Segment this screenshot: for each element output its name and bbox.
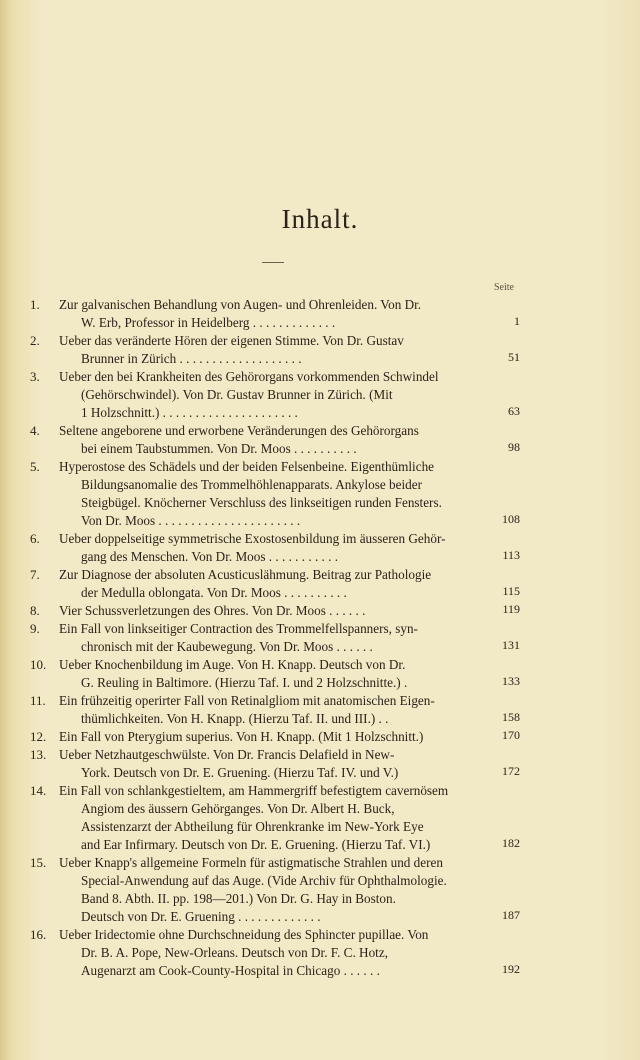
- toc-entry: [30, 530, 520, 566]
- seite-label: Seite: [494, 282, 514, 293]
- toc-entry: [30, 692, 520, 728]
- entry-line: Ueber das veränderte Hören der eigenen Stimme. Von Dr. Gustav: [59, 333, 404, 348]
- entry-number: 5.: [30, 459, 40, 474]
- entry-line: der Medulla oblongata. Von Dr. Moos . . . . . . . . . .: [81, 585, 347, 600]
- entry-line: gang des Menschen. Von Dr. Moos . . . . . . . . . . .: [81, 549, 339, 564]
- entry-line: Seltene angeborene und erworbene Veränderungen des Gehörorgans: [59, 423, 419, 438]
- entry-number: 14.: [30, 783, 47, 798]
- toc-entry: [30, 296, 520, 332]
- entry-text: [59, 854, 520, 926]
- entry-line: chronisch mit der Kaubewegung. Von Dr. Moos . . . . . .: [81, 639, 373, 654]
- entry-text: [59, 782, 520, 854]
- entry-number: 9.: [30, 621, 40, 636]
- toc-entry: [30, 368, 520, 422]
- entry-text: [59, 692, 520, 728]
- toc-entry: [30, 656, 520, 692]
- entry-number: 4.: [30, 423, 40, 438]
- entry-line: thümlichkeiten. Von H. Knapp. (Hierzu Taf. II. und III.) . .: [81, 711, 389, 726]
- entry-line: Augenarzt am Cook-County-Hospital in Chicago . . . . . .: [81, 963, 380, 978]
- entry-line: Ein Fall von Pterygium superius. Von H. Knapp. (Mit 1 Holzschnitt.): [59, 729, 424, 744]
- entry-number: 2.: [30, 333, 40, 348]
- entry-line: York. Deutsch von Dr. E. Gruening. (Hierzu Taf. IV. und V.): [81, 765, 399, 780]
- page-title: Inhalt.: [281, 204, 359, 234]
- entry-line: and Ear Infirmary. Deutsch von Dr. E. Gruening. (Hierzu Taf. VI.): [81, 837, 431, 852]
- entry-line: Ein Fall von linkseitiger Contraction des Trommelfellspanners, syn-: [59, 621, 418, 636]
- toc-entry: [30, 728, 520, 746]
- toc-entry: [30, 746, 520, 782]
- entry-text: [59, 656, 520, 692]
- entry-page-number: 158: [502, 710, 520, 724]
- entry-line: Steigbügel. Knöcherner Verschluss des linkseitigen runden Fensters.: [81, 495, 442, 510]
- entry-page-number: 113: [502, 548, 520, 562]
- entry-text: [59, 422, 520, 458]
- entry-page-number: 131: [502, 638, 520, 652]
- entry-line: Brunner in Zürich . . . . . . . . . . . . . . . . . . .: [81, 351, 302, 366]
- entry-page-number: 1: [514, 314, 520, 328]
- entry-number: 3.: [30, 369, 40, 384]
- entry-page-number: 108: [502, 512, 520, 526]
- toc-entry: [30, 458, 520, 530]
- entry-line: Zur galvanischen Behandlung von Augen- und Ohrenleiden. Von Dr.: [59, 297, 422, 312]
- title-rule: [262, 262, 284, 263]
- entry-number: 6.: [30, 531, 40, 546]
- entry-text: [59, 602, 520, 620]
- entry-page-number: 192: [502, 962, 520, 976]
- entry-number: 15.: [30, 855, 47, 870]
- entry-line: Angiom des äussern Gehörganges. Von Dr. Albert H. Buck,: [81, 801, 395, 816]
- entry-line: Von Dr. Moos . . . . . . . . . . . . . . . . . . . . . .: [81, 513, 301, 528]
- entry-line: Deutsch von Dr. E. Gruening . . . . . . . . . . . . .: [81, 909, 321, 924]
- entry-page-number: 115: [502, 584, 520, 598]
- entry-text: [59, 620, 520, 656]
- entry-number: 8.: [30, 603, 40, 618]
- toc-entry: [30, 926, 520, 980]
- entry-line: Band 8. Abth. II. pp. 198—201.) Von Dr. G. Hay in Boston.: [81, 891, 396, 906]
- entry-page-number: 51: [508, 350, 520, 364]
- entry-text: [59, 926, 520, 980]
- entry-page-number: 119: [502, 602, 520, 616]
- entry-line: Ueber doppelseitige symmetrische Exostosenbildung im äusseren Gehör-: [59, 531, 446, 546]
- toc-entry: [30, 422, 520, 458]
- toc-entry: [30, 566, 520, 602]
- entry-page-number: 98: [508, 440, 520, 454]
- entry-text: [59, 746, 520, 782]
- entry-line: Dr. B. A. Pope, New-Orleans. Deutsch von Dr. F. C. Hotz,: [81, 945, 388, 960]
- entry-text: [59, 728, 520, 746]
- entry-line: W. Erb, Professor in Heidelberg . . . . . . . . . . . . .: [81, 315, 336, 330]
- entry-number: 1.: [30, 297, 40, 312]
- entry-line: Ueber den bei Krankheiten des Gehörorgans vorkommenden Schwindel: [59, 369, 439, 384]
- entry-page-number: 182: [502, 836, 520, 850]
- entry-line: Assistenzarzt der Abtheilung für Ohrenkranke im New-York Eye: [81, 819, 424, 834]
- entry-line: Ein frühzeitig operirter Fall von Retinalgliom mit anatomischen Eigen-: [59, 693, 435, 708]
- entry-number: 11.: [30, 693, 46, 708]
- table-of-contents: [30, 296, 520, 980]
- entry-line: Ueber Netzhautgeschwülste. Von Dr. Francis Delafield in New-: [59, 747, 395, 762]
- entry-number: 16.: [30, 927, 47, 942]
- entry-line: Special-Anwendung auf das Auge. (Vide Archiv für Ophthalmologie.: [81, 873, 447, 888]
- entry-page-number: 187: [502, 908, 520, 922]
- entry-line: Vier Schussverletzungen des Ohres. Von Dr. Moos . . . . . .: [59, 603, 366, 618]
- entry-number: 12.: [30, 729, 47, 744]
- entry-page-number: 170: [502, 728, 520, 742]
- entry-line: Ueber Iridectomie ohne Durchschneidung des Sphincter pupillae. Von: [59, 927, 429, 942]
- entry-text: [59, 458, 520, 530]
- toc-entry: [30, 782, 520, 854]
- toc-entry: [30, 602, 520, 620]
- entry-text: [59, 530, 520, 566]
- entry-page-number: 172: [502, 764, 520, 778]
- entry-number: 10.: [30, 657, 47, 672]
- toc-entry: [30, 620, 520, 656]
- entry-line: Zur Diagnose der absoluten Acusticuslähmung. Beitrag zur Pathologie: [59, 567, 432, 582]
- entry-page-number: 133: [502, 674, 520, 688]
- entry-number: 7.: [30, 567, 40, 582]
- entry-text: [59, 296, 520, 332]
- entry-line: G. Reuling in Baltimore. (Hierzu Taf. I. und 2 Holzschnitte.) .: [81, 675, 408, 690]
- entry-line: bei einem Taubstummen. Von Dr. Moos . . . . . . . . . .: [81, 441, 357, 456]
- entry-line: Bildungsanomalie des Trommelhöhlenapparats. Ankylose beider: [81, 477, 422, 492]
- entry-number: 13.: [30, 747, 47, 762]
- entry-line: Ueber Knochenbildung im Auge. Von H. Knapp. Deutsch von Dr.: [59, 657, 406, 672]
- entry-line: 1 Holzschnitt.) . . . . . . . . . . . . . . . . . . . . .: [81, 405, 298, 420]
- entry-line: Ein Fall von schlankgestieltem, am Hammergriff befestigtem cavernösem: [59, 783, 449, 798]
- entry-page-number: 63: [508, 404, 520, 418]
- entry-text: [59, 332, 520, 368]
- entry-text: [59, 566, 520, 602]
- entry-line: Ueber Knapp's allgemeine Formeln für astigmatische Strahlen und deren: [59, 855, 443, 870]
- entry-line: (Gehörschwindel). Von Dr. Gustav Brunner in Zürich. (Mit: [81, 387, 393, 402]
- toc-entry: [30, 332, 520, 368]
- entry-text: [59, 368, 520, 422]
- entry-line: Hyperostose des Schädels und der beiden Felsenbeine. Eigenthümliche: [59, 459, 435, 474]
- toc-entry: [30, 854, 520, 926]
